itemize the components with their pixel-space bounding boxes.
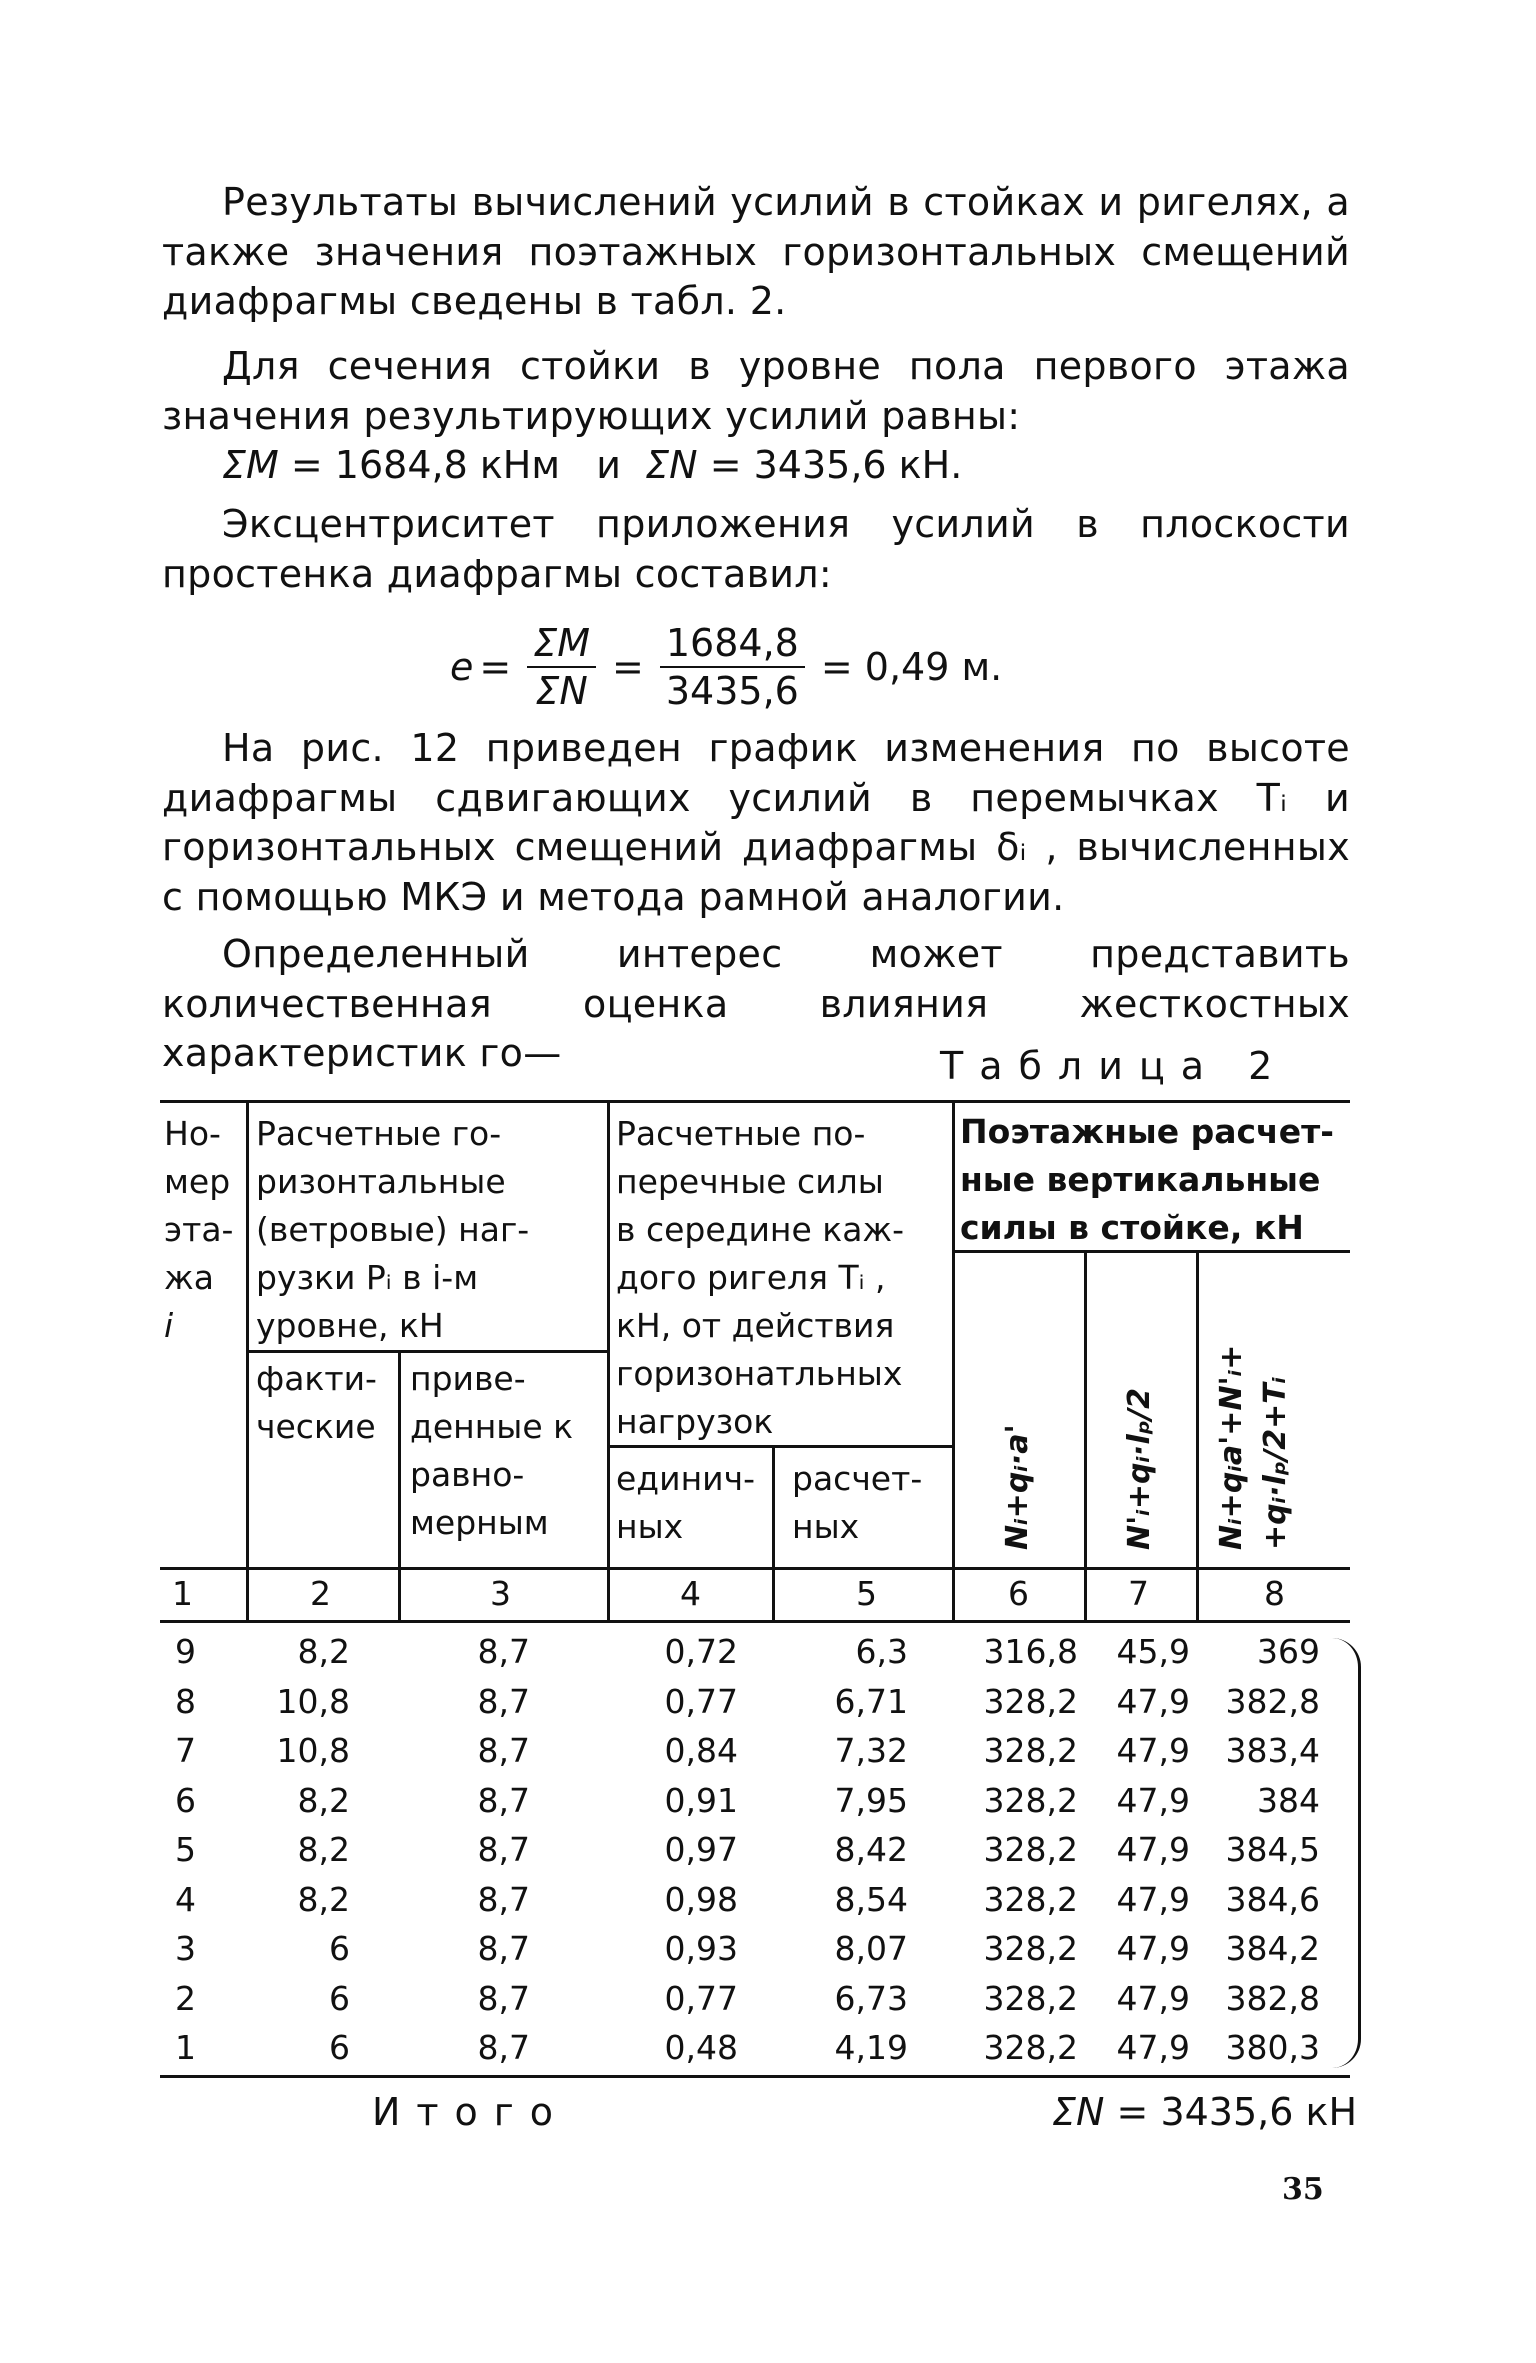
column-number: 2	[310, 1574, 331, 1613]
table-cell: 47,9	[1116, 1879, 1190, 1919]
header-col8-formula-b: +qᵢ·lₚ/2+Tᵢ	[1258, 1376, 1293, 1550]
paragraph-eccentricity-text: Эксцентриситет приложения усилий в плоскости простенка диафрагмы составил:	[162, 502, 1350, 596]
header-line: ческие	[256, 1407, 376, 1446]
table-caption: Таблица 2	[940, 1044, 1289, 1088]
table-cell: 328,2	[983, 1879, 1078, 1919]
table-cell: 5	[175, 1830, 196, 1869]
header-line: мерным	[410, 1503, 549, 1542]
header-line: мер	[164, 1162, 231, 1201]
table-cell: 8	[175, 1681, 196, 1721]
formula-equals-1: =	[479, 645, 512, 689]
table-cell: 10,8	[276, 1731, 350, 1770]
table-cell: 384	[1257, 1780, 1320, 1820]
paragraph-figure-ref	[162, 724, 1350, 922]
column-number: 7	[1128, 1574, 1149, 1613]
header-line: нагрузок	[616, 1402, 774, 1441]
table-cell: 316,8	[983, 1632, 1078, 1671]
header-line: денные к	[410, 1407, 574, 1446]
table-cell: 328,2	[983, 1731, 1078, 1770]
paragraph-figure-ref-text: На рис. 12 приведен график изменения по высоте диафрагмы сдвигающих усилий в перемычках Tᵢ и горизонтальных смещений диафрагмы δᵢ , вычисленных с помощью МКЭ и метода рамной аналогии.	[162, 726, 1350, 919]
paragraph-results-text: Результаты вычислений усилий в стойках и ригелях, а также значения поэтажных горизонтальных смещений диафрагмы сведены в табл. 2.	[162, 180, 1350, 323]
table-cell: 380,3	[1225, 2028, 1320, 2067]
header-line: жа	[164, 1258, 214, 1297]
header-shear-forces	[616, 1110, 904, 1446]
table-cell: 6	[329, 2028, 350, 2067]
table-cell: 4,19	[834, 2028, 908, 2067]
header-col7-formula: N'ᵢ+qᵢ·lₚ/2	[1122, 1388, 1157, 1550]
table-cell: 6	[329, 1978, 350, 2018]
table-vline-7	[1196, 1250, 1199, 1620]
formula-equals-2: =	[612, 645, 644, 689]
header-col8-formula-a: Nᵢ+qᵢa'+N'ᵢ+	[1214, 1344, 1249, 1550]
table-cell: 47,9	[1116, 1681, 1190, 1721]
table-cell: 8,7	[477, 1978, 530, 2018]
table-cell: 8,7	[477, 1929, 530, 1968]
table-cell: 328,2	[983, 1830, 1078, 1869]
sum-n-symbol: ΣN	[645, 443, 698, 487]
sum-n-value: = 3435,6 кН.	[709, 443, 963, 487]
table-vline-6	[1084, 1250, 1087, 1620]
table-cell: 6	[329, 1929, 350, 1968]
table-cell: 8,7	[477, 1879, 530, 1919]
table-cell: 6,71	[834, 1681, 908, 1721]
formula-lhs: e	[450, 645, 474, 689]
paragraph-section-text: Для сечения стойки в уровне пола первого этажа значения результирующих усилий равны:	[162, 344, 1350, 438]
table-cell: 0,93	[664, 1929, 738, 1968]
resultant-forces-line	[222, 440, 962, 490]
formula-numerator-numeric: 1684,8	[660, 620, 805, 668]
table-cell: 47,9	[1116, 1830, 1190, 1869]
column-number: 1	[172, 1574, 193, 1613]
column-number: 3	[490, 1574, 511, 1613]
table-cell: 8,07	[834, 1929, 908, 1968]
table-cell: 328,2	[983, 1978, 1078, 2018]
header-unit	[616, 1455, 755, 1551]
paragraph-stiffness-text: Определенный интерес может представить количественная оценка влияния жесткостных характеристик го—	[162, 932, 1350, 1075]
paragraph-results	[162, 178, 1350, 327]
table-cell: 8,54	[834, 1879, 908, 1919]
header-col6-formula: Nᵢ+qᵢ·a'	[1000, 1424, 1035, 1550]
table-cell: 47,9	[1116, 1780, 1190, 1820]
header-design	[792, 1455, 922, 1551]
header-line: ных	[792, 1507, 860, 1546]
header-line: единич-	[616, 1459, 755, 1498]
sum-m-symbol: ΣM	[222, 443, 279, 487]
table-cell: 328,2	[983, 1780, 1078, 1820]
table-cell: 4	[175, 1879, 196, 1919]
table-cell: 328,2	[983, 1681, 1078, 1721]
header-line: ризонтальные	[256, 1162, 506, 1201]
table-cell: 384,5	[1225, 1830, 1320, 1869]
table-cell: 0,72	[664, 1632, 738, 1671]
table-cell: 8,7	[477, 1780, 530, 1820]
table-cell: 7	[175, 1731, 196, 1770]
table-cell: 6,3	[855, 1632, 908, 1671]
table-vline-3	[607, 1100, 610, 1620]
header-line: равно-	[410, 1455, 525, 1494]
table-cell: 0,98	[664, 1879, 738, 1919]
header-line: Расчетные по-	[616, 1114, 866, 1153]
table-cell: 0,91	[664, 1780, 738, 1820]
table-cell: 0,84	[664, 1731, 738, 1770]
summation-bracket	[1332, 1638, 1361, 2068]
table-cell: 8,7	[477, 1830, 530, 1869]
table-cell: 0,77	[664, 1978, 738, 2018]
table-hline-group2	[246, 1350, 608, 1353]
table-cell: 384,2	[1225, 1929, 1320, 1968]
paragraph-eccentricity	[162, 500, 1350, 599]
table-cell: 47,9	[1116, 1731, 1190, 1770]
table-bottom-rule	[160, 2075, 1350, 2078]
table-cell: 8,7	[477, 2028, 530, 2067]
header-line: расчет-	[792, 1459, 923, 1498]
table-numbers-rule	[160, 1620, 1350, 1623]
table-cell: 0,97	[664, 1830, 738, 1869]
table-cell: 8,7	[477, 1681, 530, 1721]
header-line: силы в стойке, кН	[960, 1208, 1304, 1247]
table-cell: 383,4	[1225, 1731, 1320, 1770]
header-line: ных	[616, 1507, 684, 1546]
table-cell: 7,32	[834, 1731, 908, 1770]
table-vline-5	[952, 1100, 955, 1620]
column-number: 5	[856, 1574, 877, 1613]
table-cell: 6,73	[834, 1978, 908, 2018]
table-cell: 0,77	[664, 1681, 738, 1721]
total-label: Итого	[372, 2090, 570, 2134]
data-table	[160, 1100, 1350, 2090]
table-cell: 8,2	[297, 1632, 350, 1671]
formula-numerator-symbolic: ΣM	[527, 620, 596, 668]
formula-denominator-symbolic: ΣN	[535, 669, 588, 713]
header-line: Но-	[164, 1114, 221, 1153]
header-line: перечные силы	[616, 1162, 884, 1201]
header-line: уровне, кН	[256, 1306, 444, 1345]
header-line: ные вертикальные	[960, 1160, 1321, 1199]
header-line: горизонатльных	[616, 1354, 903, 1393]
table-cell: 8,7	[477, 1731, 530, 1770]
header-line: приве-	[410, 1359, 526, 1398]
table-cell: 328,2	[983, 1929, 1078, 1968]
header-line: Расчетные го-	[256, 1114, 502, 1153]
header-vertical-forces	[960, 1108, 1334, 1252]
table-cell: 384,6	[1225, 1879, 1320, 1919]
table-cell: 382,8	[1225, 1978, 1320, 2018]
header-line: кН, от действия	[616, 1306, 895, 1345]
header-line: рузки Pᵢ в i-м	[256, 1258, 479, 1297]
table-cell: 328,2	[983, 2028, 1078, 2067]
column-number: 6	[1008, 1574, 1029, 1613]
table-cell: 9	[175, 1632, 196, 1671]
table-cell: 6	[175, 1780, 196, 1820]
table-cell: 8,42	[834, 1830, 908, 1869]
table-cell: 0,48	[664, 2028, 738, 2067]
header-floor-number	[164, 1110, 233, 1350]
table-cell: 47,9	[1116, 2028, 1190, 2067]
total-sum-value: = 3435,6 кН	[1116, 2090, 1358, 2134]
header-actual	[256, 1355, 377, 1451]
table-cell: 8,2	[297, 1879, 350, 1919]
table-cell: 7,95	[834, 1780, 908, 1820]
table-cell: 8,2	[297, 1830, 350, 1869]
formula-result: = 0,49 м.	[820, 645, 1003, 689]
table-cell: 10,8	[276, 1681, 350, 1721]
header-line: эта-	[164, 1210, 234, 1249]
table-cell: 3	[175, 1929, 196, 1968]
header-line: факти-	[256, 1359, 377, 1398]
formula-fraction-numeric	[660, 620, 805, 714]
table-cell: 2	[175, 1978, 196, 2018]
table-header-rule	[160, 1567, 1350, 1570]
table-cell: 1	[175, 2028, 196, 2067]
table-cell: 45,9	[1116, 1632, 1190, 1671]
sum-conjunction: и	[596, 443, 621, 487]
table-vline-4	[772, 1445, 775, 1620]
total-sum	[1052, 2090, 1357, 2134]
table-cell: 369	[1257, 1632, 1320, 1671]
column-number: 8	[1264, 1574, 1285, 1613]
sum-m-value: = 1684,8 кНм	[290, 443, 561, 487]
header-reduced	[410, 1355, 573, 1547]
table-vline-2	[398, 1350, 401, 1620]
table-top-rule	[160, 1100, 1350, 1103]
page-number: 35	[1282, 2172, 1324, 2207]
header-line: в середине каж-	[616, 1210, 905, 1249]
formula-denominator-numeric: 3435,6	[665, 669, 799, 713]
formula-fraction-symbolic	[527, 620, 596, 714]
table-cell: 8,7	[477, 1632, 530, 1671]
total-sum-symbol: ΣN	[1052, 2090, 1105, 2134]
table-cell: 8,2	[297, 1780, 350, 1820]
paragraph-section	[162, 342, 1350, 441]
header-horizontal-loads	[256, 1110, 529, 1350]
header-line: Поэтажные расчет-	[960, 1112, 1334, 1151]
column-number: 4	[680, 1574, 701, 1613]
table-vline-1	[246, 1100, 249, 1620]
table-cell: 47,9	[1116, 1929, 1190, 1968]
table-cell: 47,9	[1116, 1978, 1190, 2018]
header-line: i	[164, 1306, 174, 1345]
table-cell: 382,8	[1225, 1681, 1320, 1721]
header-line: дого ригеля Tᵢ ,	[616, 1258, 886, 1297]
header-line: (ветровые) наг-	[256, 1210, 530, 1249]
eccentricity-formula	[450, 612, 1008, 722]
